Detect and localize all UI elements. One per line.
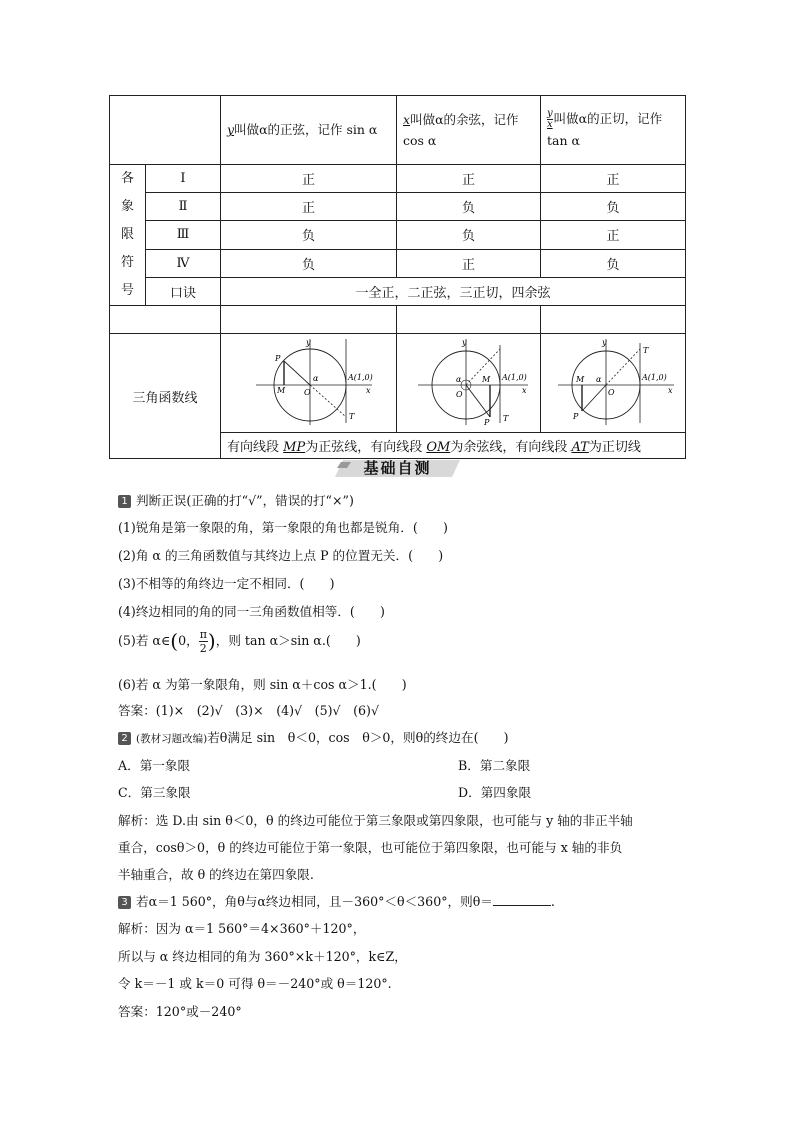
quadrant-cell: Ⅱ xyxy=(146,193,221,221)
question-number-badge: 1 xyxy=(118,495,131,508)
svg-text:x: x xyxy=(365,386,371,395)
sine-definition-cell: y叫做α的正弦，记作 sin α xyxy=(221,96,397,165)
option-a: A．第一象限 xyxy=(118,758,191,773)
option-b: B．第二象限 xyxy=(458,758,531,773)
cos-sign-cell: 负 xyxy=(397,221,541,249)
table-row xyxy=(110,165,686,193)
mnemonic-label: 口诀 xyxy=(146,277,221,305)
table-header-row xyxy=(110,96,686,165)
svg-text:O: O xyxy=(303,388,311,397)
cos-sign-cell: 负 xyxy=(397,193,541,221)
tan-sign-cell: 负 xyxy=(541,193,686,221)
svg-text:P: P xyxy=(483,418,489,427)
sin-sign-cell: 负 xyxy=(221,221,397,249)
y-over-x-fraction: $\frac{y}{x}$ xyxy=(547,108,553,131)
question-3-explanation: 令 k＝－1 或 k＝0 可得 θ＝－240°或 θ＝120°. xyxy=(118,976,392,991)
svg-text:α: α xyxy=(455,375,461,384)
question-2-explanation: 重合，cosθ＞0，θ 的终边可能位于第一象限，也可能位于第四象限，也可能与 x 轴的非负 xyxy=(118,840,623,855)
question-2-explanation: 解析：选 D.由 sin θ＜0，θ 的终边可能位于第三象限或第四象限，也可能与 y 轴的非正半轴 xyxy=(118,813,633,828)
pi-over-2-fraction: $\frac{\pi}{2}$ xyxy=(199,628,207,655)
unit-circle-diagram xyxy=(548,335,678,427)
quadrant-cell: Ⅲ xyxy=(146,221,221,249)
cos-sign-cell: 正 xyxy=(397,165,541,193)
svg-text:y: y xyxy=(602,338,607,347)
sin-sign-cell: 正 xyxy=(221,193,397,221)
trig-lines-row xyxy=(110,334,686,433)
unit-circle-figure-2 xyxy=(397,334,541,433)
svg-text:A(1,0): A(1,0) xyxy=(501,373,527,382)
table-row xyxy=(110,249,686,277)
list-item: (6)若 α 为第一象限角，则 sin α＋cos α＞1.( ) xyxy=(118,677,407,692)
svg-text:P: P xyxy=(573,412,579,421)
unit-circle-diagram xyxy=(244,335,374,427)
question-number-badge: 2 xyxy=(118,732,131,745)
table-row xyxy=(110,193,686,221)
header-corner-cell xyxy=(110,96,221,165)
list-item: (5)若 α∈(0， $\frac{\pi}{2}$ )，则 tan α＞sin α.( ) xyxy=(118,628,361,655)
svg-text:T: T xyxy=(643,346,649,355)
svg-text:y: y xyxy=(461,338,467,347)
svg-text:α: α xyxy=(596,375,602,384)
trig-lines-note: 有向线段 MP为正弦线，有向线段 OM为余弦线，有向线段 AT为正切线 xyxy=(221,433,686,459)
svg-text:A(1,0): A(1,0) xyxy=(642,373,667,382)
svg-text:α: α xyxy=(312,374,318,383)
unit-circle-figure-1 xyxy=(221,334,397,433)
mnemonic-row xyxy=(110,277,686,305)
svg-text:P: P xyxy=(274,354,280,363)
trig-definition-table xyxy=(109,95,686,459)
question-1-answer: 答案：(1)× (2)√ (3)× (4)√ (5)√ (6)√ xyxy=(118,703,379,718)
list-item: (1)锐角是第一象限的角，第一象限的角也都是锐角．( ) xyxy=(118,520,448,535)
quadrant-cell: Ⅰ xyxy=(146,165,221,193)
svg-text:M: M xyxy=(576,375,585,384)
quadrant-signs-label: 各 象 限 符 号 xyxy=(110,165,146,306)
table-row xyxy=(110,221,686,249)
tangent-definition-cell: $\frac{y}{x}$ 叫做α的正切，记作 tan α xyxy=(541,96,686,165)
tan-sign-cell: 负 xyxy=(541,249,686,277)
list-item: (4)终边相同的角的同一三角函数值相等．( ) xyxy=(118,604,385,619)
cosine-definition-cell: x叫做α的余弦，记作 cos α xyxy=(397,96,541,165)
quadrant-cell: Ⅳ xyxy=(146,249,221,277)
tan-sign-cell: 正 xyxy=(541,165,686,193)
option-c: C．第三象限 xyxy=(118,785,191,800)
svg-text:O: O xyxy=(608,388,615,397)
svg-text:x: x xyxy=(668,386,673,395)
sin-sign-cell: 正 xyxy=(221,165,397,193)
question-3-prompt: 3 若α＝1 560°，角θ与α终边相同，且－360°＜θ＜360°，则θ＝ . xyxy=(118,891,555,910)
svg-text:T: T xyxy=(502,414,508,423)
table-row xyxy=(110,306,686,334)
svg-text:A(1,0): A(1,0) xyxy=(347,373,373,382)
question-3-answer: 答案：120°或－240° xyxy=(118,1004,242,1019)
question-2-explanation: 半轴重合，故 θ 的终边在第四象限. xyxy=(118,867,314,882)
unit-circle-figure-3 xyxy=(541,334,686,433)
question-number-badge: 3 xyxy=(118,896,131,909)
list-item: (3)不相等的角终边一定不相同．( ) xyxy=(118,576,335,591)
svg-text:O: O xyxy=(455,390,463,399)
svg-text:T: T xyxy=(348,412,354,421)
question-2-prompt: 2 (教材习题改编)若θ满足 sin θ＜0，cos θ＞0，则θ的终边在( ) xyxy=(118,727,509,746)
answer-blank xyxy=(493,895,551,906)
banner-title: 基础自测 xyxy=(363,459,432,477)
section-banner xyxy=(335,458,460,478)
question-3-explanation: 所以与 α 终边相同的角为 360°×k＋120°，k∈Z， xyxy=(118,949,407,964)
sin-sign-cell: 负 xyxy=(221,249,397,277)
question-1-prompt: 1 判断正误(正确的打“√”，错误的打“×”) xyxy=(118,490,354,509)
cos-sign-cell: 正 xyxy=(397,249,541,277)
tan-sign-cell: 正 xyxy=(541,221,686,249)
option-d: D．第四象限 xyxy=(458,785,532,800)
mnemonic-text: 一全正，二正弦，三正切，四余弦 xyxy=(221,277,686,305)
svg-text:M: M xyxy=(481,375,490,384)
svg-text:y: y xyxy=(305,338,311,347)
list-item: (2)角 α 的三角函数值与其终边上点 P 的位置无关．( ) xyxy=(118,548,444,563)
svg-text:x: x xyxy=(521,386,527,395)
question-3-explanation: 解析：因为 α＝1 560°＝4×360°＋120°， xyxy=(118,921,366,936)
trig-lines-label: 三角函数线 xyxy=(110,334,221,459)
unit-circle-diagram xyxy=(404,335,534,427)
svg-text:M: M xyxy=(276,386,285,395)
